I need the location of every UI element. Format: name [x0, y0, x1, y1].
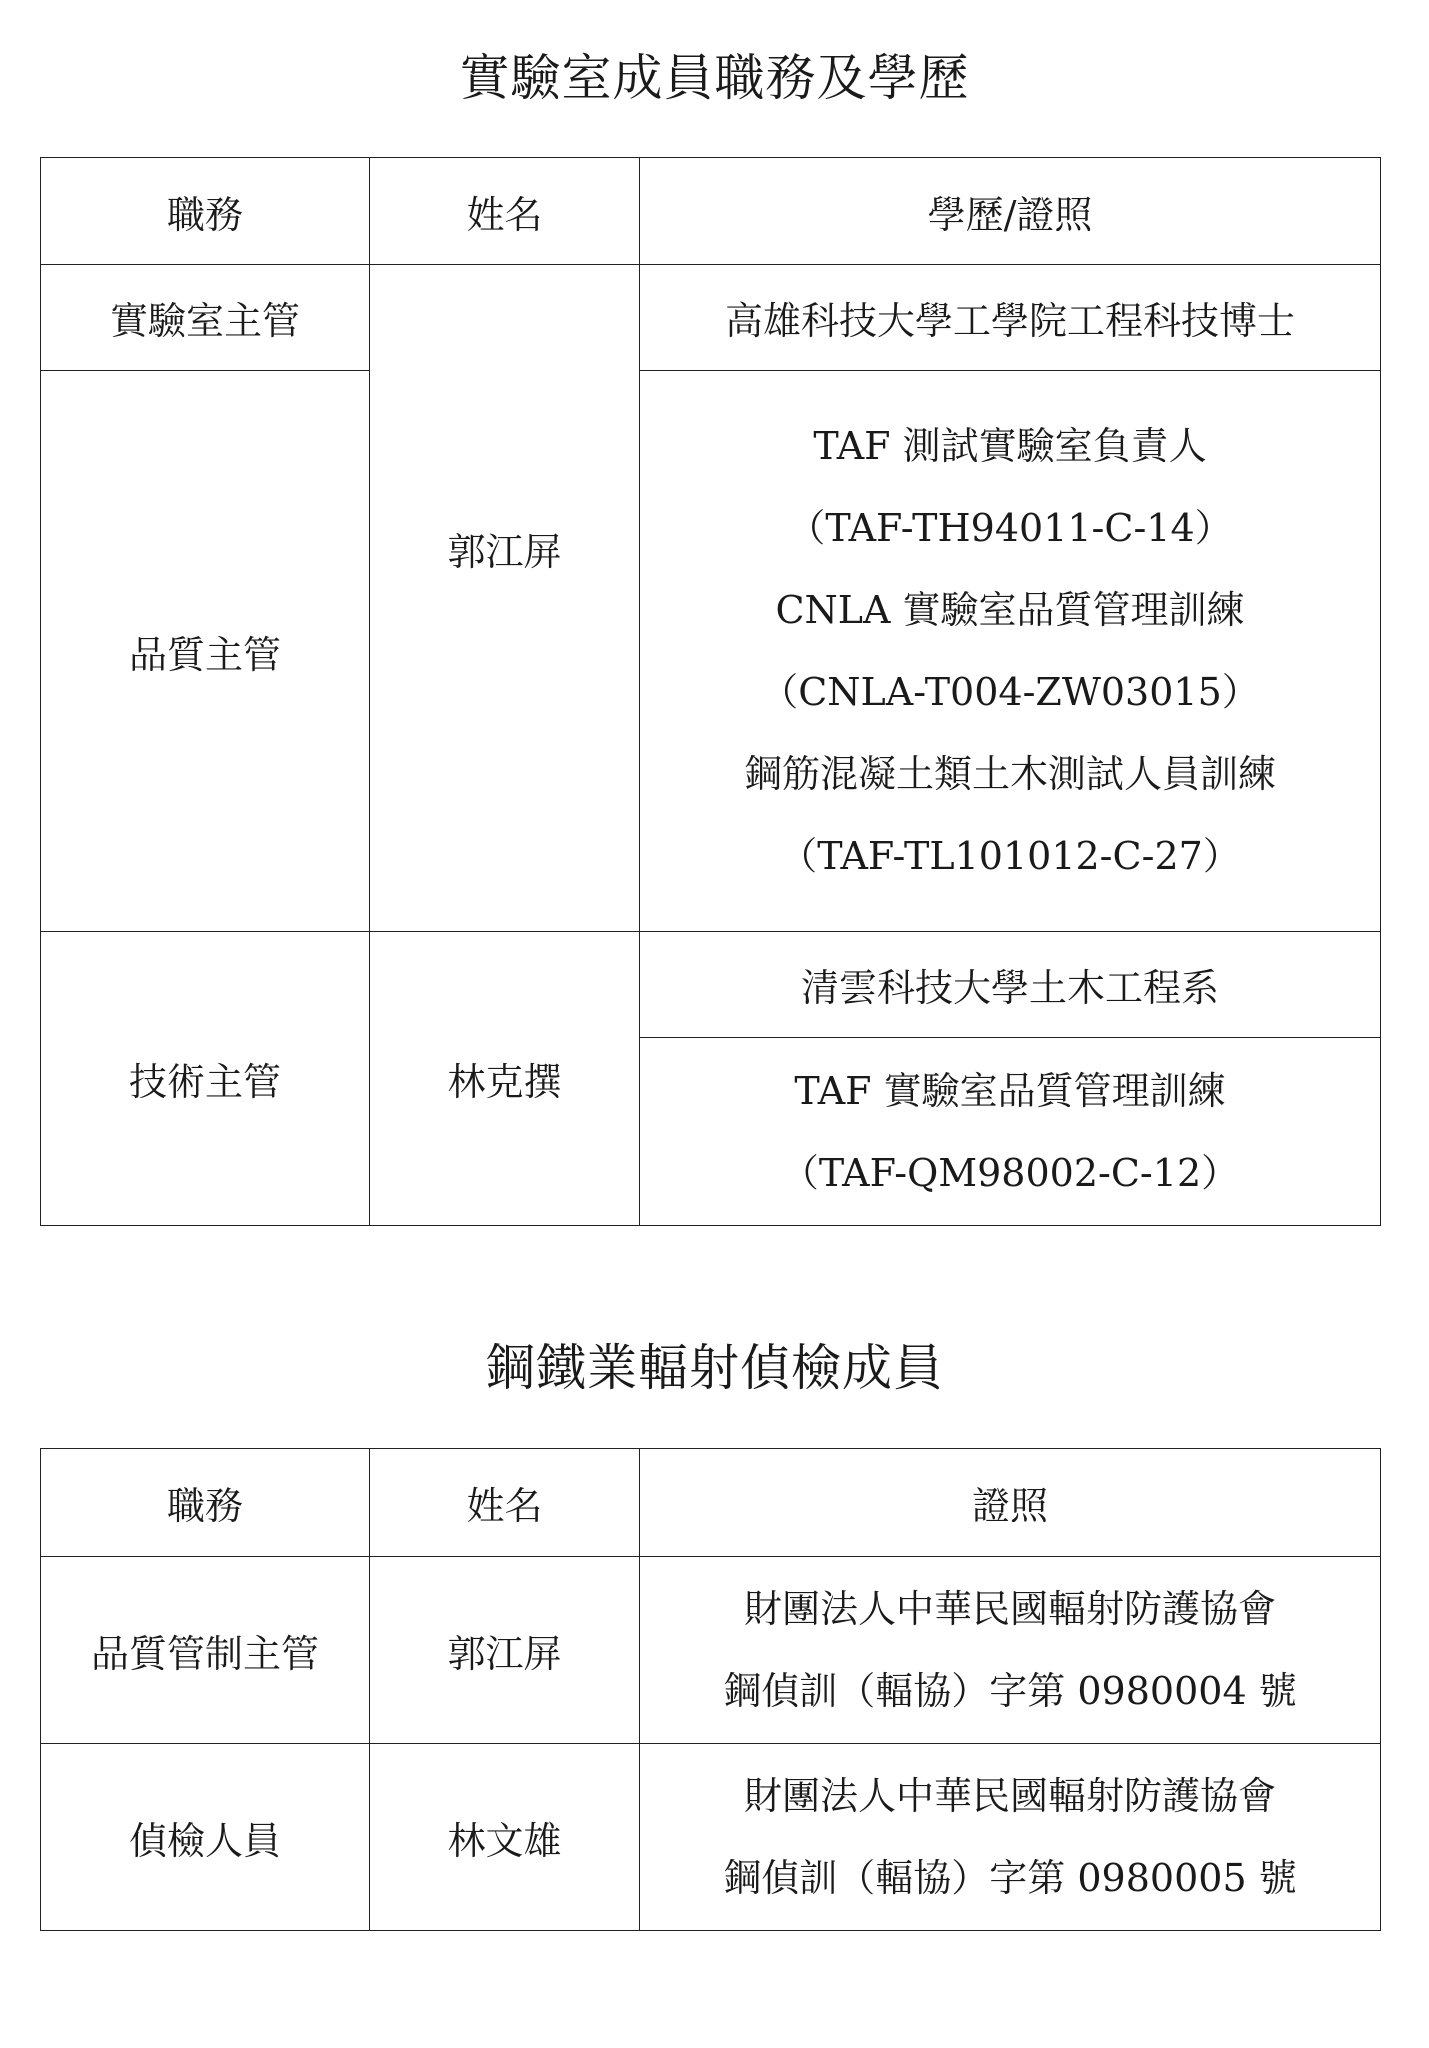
- role-cell: 實驗室主管: [41, 265, 370, 371]
- header-certificate: 證照: [640, 1449, 1381, 1557]
- credential-line: （CNLA-T004-ZW03015）: [760, 670, 1260, 714]
- table-row: [41, 265, 1381, 371]
- credential-cell: [640, 371, 1381, 932]
- role-cell: 品質管制主管: [41, 1557, 370, 1744]
- header-name: 姓名: [370, 158, 640, 265]
- role-cell: 品質主管: [41, 371, 370, 932]
- certificate-cell: [640, 1557, 1381, 1744]
- credential-line: TAF 測試實驗室負責人: [813, 424, 1207, 468]
- certificate-line: 鋼偵訓（輻協）字第 0980005 號: [723, 1856, 1297, 1900]
- name-cell: 林克撰: [370, 932, 640, 1226]
- lab-members-table: [40, 157, 1381, 1226]
- certificate-line: 財團法人中華民國輻射防護協會: [743, 1774, 1276, 1818]
- credential-line: 鋼筋混凝土類土木測試人員訓練: [743, 752, 1276, 796]
- certificate-line: 財團法人中華民國輻射防護協會: [743, 1587, 1276, 1631]
- table-row: [41, 371, 1381, 932]
- radiation-members-table: [40, 1448, 1381, 1931]
- name-cell: 林文雄: [370, 1744, 640, 1931]
- certificate-line: 鋼偵訓（輻協）字第 0980004 號: [723, 1669, 1297, 1713]
- role-cell: 技術主管: [41, 932, 370, 1226]
- lab-members-title: 實驗室成員職務及學歷: [459, 49, 970, 107]
- header-role: 職務: [41, 158, 370, 265]
- table-row: [41, 1557, 1381, 1744]
- credential-cell: 高雄科技大學工學院工程科技博士: [640, 265, 1381, 371]
- credential-line: （TAF-QM98002-C-12）: [780, 1150, 1240, 1195]
- name-text: 郭江屏: [447, 529, 562, 574]
- credential-line: CNLA 實驗室品質管理訓練: [775, 588, 1245, 632]
- role-cell: 偵檢人員: [41, 1744, 370, 1931]
- header-role: 職務: [41, 1449, 370, 1557]
- header-credentials: 學歷/證照: [640, 158, 1381, 265]
- certificate-cell: [640, 1744, 1381, 1931]
- table-row: [41, 932, 1381, 1038]
- table-header-row: [41, 158, 1381, 265]
- credential-cell: [640, 1038, 1381, 1226]
- table-header-row: [41, 1449, 1381, 1557]
- credential-line: （TAF-TH94011-C-14）: [787, 506, 1233, 550]
- radiation-members-title: 鋼鐵業輻射偵檢成員: [485, 1339, 944, 1397]
- header-name: 姓名: [370, 1449, 640, 1557]
- credential-line: （TAF-TL101012-C-27）: [779, 834, 1241, 878]
- credential-line: TAF 實驗室品質管理訓練: [794, 1068, 1226, 1113]
- name-cell: 郭江屏: [370, 1557, 640, 1744]
- name-cell: [370, 265, 640, 932]
- table-row: [41, 1744, 1381, 1931]
- credential-cell: 清雲科技大學土木工程系: [640, 932, 1381, 1038]
